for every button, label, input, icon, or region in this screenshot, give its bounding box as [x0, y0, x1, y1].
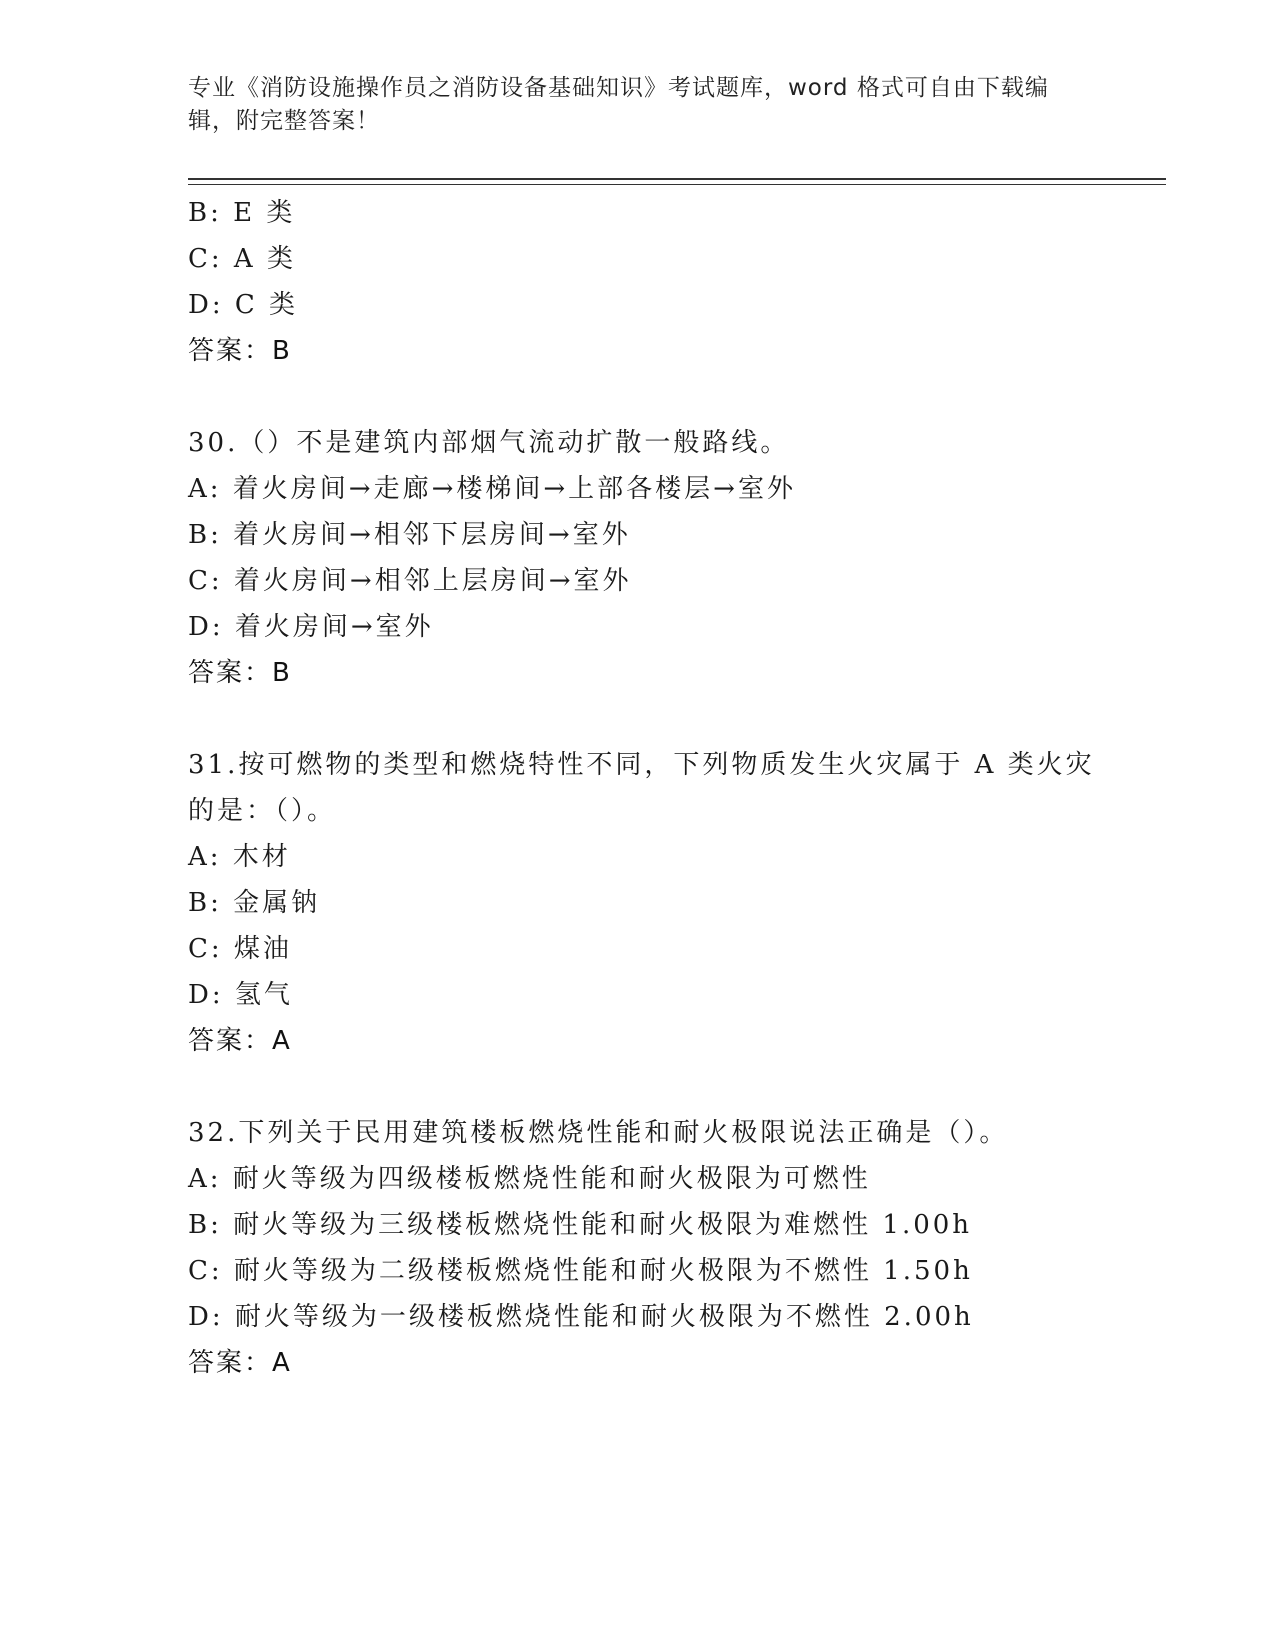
option-c: C: 耐火等级为二级楼板燃烧性能和耐火极限为不燃性 1.50h — [188, 1256, 973, 1286]
option-d: D: 氢气 — [188, 980, 293, 1010]
question-32 — [188, 1110, 1168, 1386]
header-divider-thick — [188, 178, 1166, 180]
option-b: B: 金属钠 — [188, 888, 321, 918]
option-d: D: 着火房间→室外 — [188, 612, 434, 642]
answer-line: 答案：A — [188, 1026, 292, 1056]
spacer — [188, 1064, 1168, 1110]
header-line-2: 辑，附完整答案！ — [188, 108, 380, 134]
option-a: A: 木材 — [188, 842, 291, 872]
document-header — [188, 72, 1088, 138]
question-stem-line-1: 31.按可燃物的类型和燃烧特性不同，下列物质发生火灾属于 A 类火灾 — [188, 750, 1095, 780]
question-stem: 32.下列关于民用建筑楼板燃烧性能和耐火极限说法正确是（）。 — [188, 1118, 1009, 1148]
option-a: A: 着火房间→走廊→楼梯间→上部各楼层→室外 — [188, 474, 796, 504]
option-c: C: 煤油 — [188, 934, 292, 964]
answer-line: 答案：B — [188, 336, 292, 366]
answer-line: 答案：B — [188, 658, 292, 688]
spacer — [188, 374, 1168, 420]
option-b: B: 耐火等级为三级楼板燃烧性能和耐火极限为难燃性 1.00h — [188, 1210, 973, 1240]
option-a: A: 耐火等级为四级楼板燃烧性能和耐火极限为可燃性 — [188, 1164, 871, 1194]
answer-line: 答案：A — [188, 1348, 292, 1378]
option-b: B: 着火房间→相邻下层房间→室外 — [188, 520, 631, 550]
question-29-continued — [188, 190, 1168, 374]
option-c: C: A 类 — [188, 244, 296, 274]
header-line-1: 专业《消防设施操作员之消防设备基础知识》考试题库，word 格式可自由下载编 — [188, 75, 1049, 101]
option-d: D: 耐火等级为一级楼板燃烧性能和耐火极限为不燃性 2.00h — [188, 1302, 974, 1332]
question-30 — [188, 420, 1168, 696]
question-31 — [188, 742, 1168, 1064]
option-d: D: C 类 — [188, 290, 299, 320]
option-b: B: E 类 — [188, 198, 296, 228]
spacer — [188, 696, 1168, 742]
option-c: C: 着火房间→相邻上层房间→室外 — [188, 566, 632, 596]
question-stem: 30.（）不是建筑内部烟气流动扩散一般路线。 — [188, 428, 790, 458]
header-divider-thin — [188, 184, 1166, 185]
question-stem-line-2: 的是：（）。 — [188, 796, 337, 826]
question-list — [188, 190, 1168, 1386]
